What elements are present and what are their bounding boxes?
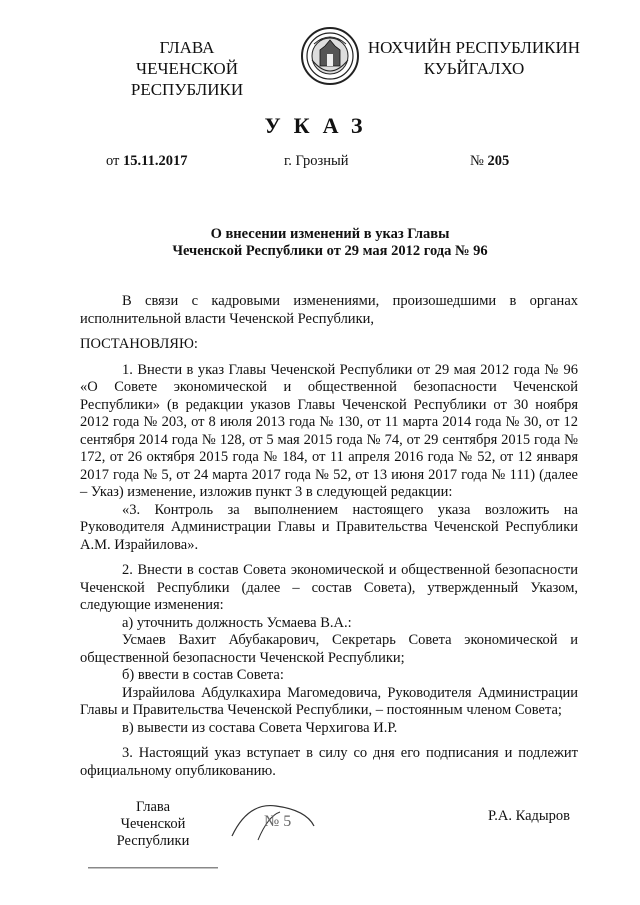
signatory-name: Р.А. Кадыров [488,808,570,824]
date-prefix: от [106,153,120,169]
paragraph-2: 2. Внести в состав Совета экономической и общественной безопасности Чеченской Республики (далее – состав Совета), утвержденный Указом, следующие изменения: [80,562,578,613]
number-value: 205 [487,153,510,169]
stamp-text: № 5 [264,813,292,830]
header-right [364,37,584,79]
number-prefix: № [470,153,484,169]
header-left-line2: ЧЕЧЕНСКОЙ РЕСПУБЛИКИ [130,59,244,99]
paragraph-2c: в) вывести из состава Совета Черхигова И.Р. [122,719,398,736]
paragraph-2b: б) ввести в состав Совета: [122,667,284,683]
paragraph-2a-detail: Усмаев Вахит Абубакарович, Секретарь Совета экономической и общественной безопасности Чеченской Республики; [80,632,578,666]
paragraph-2a: а) уточнить должность Усмаева В.А.: [122,614,352,631]
subject-line2: Чеченской Республики от 29 мая 2012 года № 96 [172,243,488,259]
preamble: В связи с кадровыми изменениями, произошедшими в органах исполнительной власти Чеченской Республики, [80,293,578,327]
document-body [80,293,578,780]
decree-word: ПОСТАНОВЛЯЮ: [80,336,198,352]
stamp-icon [228,796,318,844]
signatory-title-line2: Чеченской Республики [116,816,190,849]
header-right-line1: НОХЧИЙН РЕСПУБЛИКИН [367,38,581,57]
date-value: 15.11.2017 [123,153,188,169]
document-date [106,153,187,170]
signatory-title-line1: Глава [135,799,171,815]
paragraph-2b-detail: Израйилова Абдулкахира Магомедовича, Руководителя Администрации Главы и Правительства Чеченской Республики, – постоянным членом Совета; [80,684,578,718]
footer-print-mark [88,866,218,870]
coat-of-arms-icon [300,26,360,86]
document-city: г. Грозный [284,153,349,169]
signatory-title [88,799,218,850]
paragraph-1: 1. Внести в указ Главы Чеченской Республики от 29 мая 2012 года № 96 «О Совете экономической и общественной безопасности Чеченской Республики» (в редакции указов Главы Чеченской Республики от 30 ноября 2012 года № 203, от 8 июля 2013 года № 130, от 11 марта 2014 года № 30, от 12 сентября 2014 года № 128, от 5 мая 2015 года № 74, от 29 сентября 2015 года № 172, от 26 октября 2015 года № 184, от 11 апреля 2016 года № 52, от 12 января 2017 года № 5, от 24 марта 2017 года № 52, от 13 июня 2017 года № 111) (далее – Указ) изменение, изложив пункт 3 в следующей редакции: [80,361,578,500]
document-title: УКАЗ [264,113,376,138]
header-right-line2: КУЬЙГАЛХО [423,59,525,78]
paragraph-3: 3. Настоящий указ вступает в силу со дня его подписания и подлежит официальному опубликованию. [80,745,578,779]
header-left [78,37,296,100]
document-number [470,153,509,170]
header-left-line1: ГЛАВА [159,38,215,57]
document-subject [80,226,580,260]
paragraph-1-quote: «3. Контроль за выполнением настоящего указа возложить на Руководителя Администрации Главы и Правительства Чеченской Республики А.М. Израйилова». [80,501,578,553]
subject-line1: О внесении изменений в указ Главы [210,226,450,242]
